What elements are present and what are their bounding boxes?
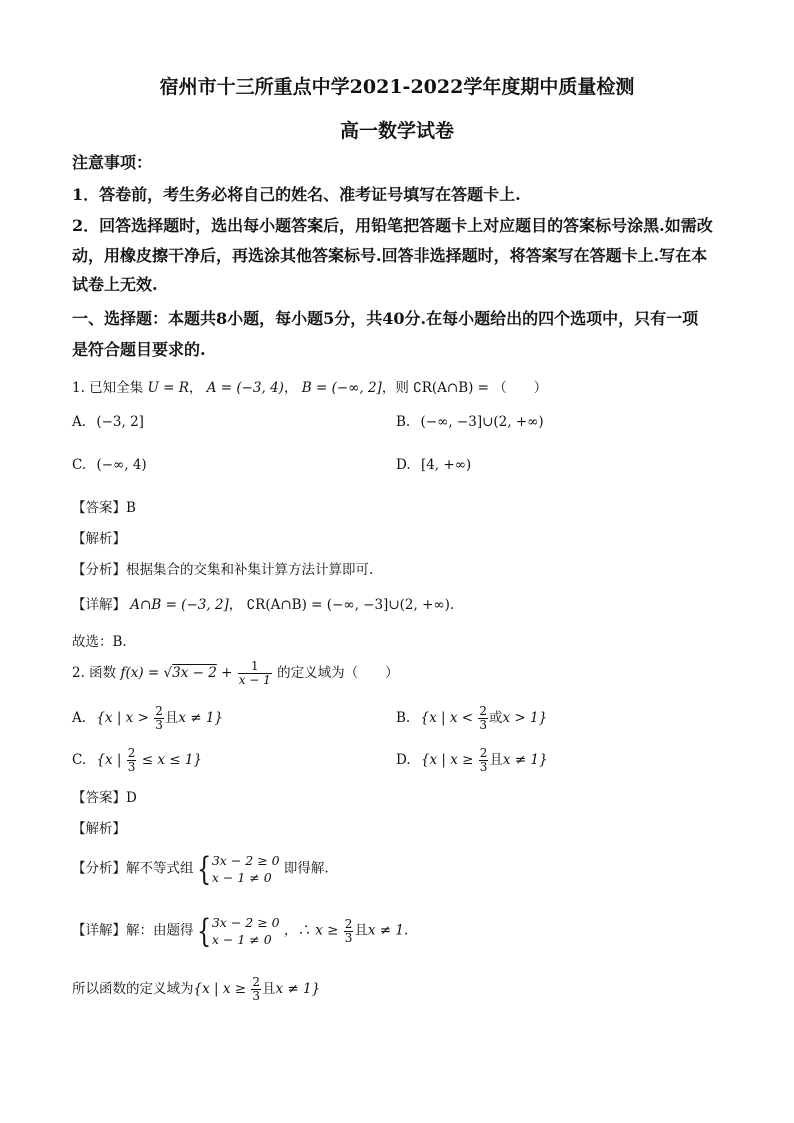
q2-xiangjie-tag: 【详解】 <box>72 922 126 939</box>
q2-option-a-frac-den: 3 <box>155 718 163 732</box>
q2-stem-suffix: 的定义域为（ ） <box>277 665 399 681</box>
q2-xiangjie-pre: 解：由题得 <box>126 922 194 939</box>
q2-xiangjie-system-line-2: x − 1 ≠ 0 <box>211 932 272 947</box>
q2-fenxi-system <box>212 852 280 886</box>
q1-then: ，则 <box>381 380 409 396</box>
q2-fenxi-brace: { <box>196 850 211 888</box>
q1-option-c <box>72 457 147 473</box>
q2-xiangjie-system-line-1: 3x − 2 ≥ 0 <box>211 915 280 930</box>
q2-xiangjie-end: x ≠ 1. <box>367 922 409 939</box>
q2-fraction-num: 1 <box>238 660 272 674</box>
note-item-1: 1．答卷前，考生务必将自己的姓名、准考证号填写在答题卡上. <box>72 185 521 204</box>
q2-option-d-frac <box>479 747 489 774</box>
note-item-2-line-1: 2．回答选择题时，选出每小题答案后，用铅笔把答题卡上对应题目的答案标号涂黑.如需改 <box>72 216 713 235</box>
q2-option-b-text: {x | x < <box>420 710 478 726</box>
q2-option-c-frac-den: 3 <box>127 760 136 774</box>
q1-universal-set: U = R <box>147 380 189 396</box>
q2-option-b-or: 或 <box>489 710 503 726</box>
q1-xiangjie-step-1: A∩B = (−3, 2] <box>130 597 229 613</box>
notes-heading: 注意事项： <box>72 153 153 172</box>
q1-answer-value: B <box>126 500 136 516</box>
q2-xiangjie <box>72 914 408 948</box>
q1-stem: 1. 已知全集 U = R， A = (−3, 4)， B = (−∞, 2]，则 ∁R(A∩B) = （ ） <box>72 380 548 396</box>
q2-option-c-text: {x | <box>96 752 126 768</box>
q2-option-c <box>72 747 202 774</box>
q2-conclusion-frac <box>251 976 261 1003</box>
q2-plus: + <box>216 665 237 681</box>
q2-option-b-frac-num: 2 <box>479 704 487 718</box>
q2-xiangjie-frac-den: 3 <box>344 930 353 945</box>
q2-option-b-frac <box>478 705 488 732</box>
q1-fenxi-text: 根据集合的交集和补集计算方法计算即可. <box>126 562 374 578</box>
q2-option-d-tail: x ≠ 1} <box>502 752 548 768</box>
q2-option-a-text: {x | x > <box>96 710 154 726</box>
q2-conclusion-set-close: x ≠ 1} <box>275 981 321 997</box>
q2-fenxi-tag: 【分析】 <box>72 860 126 877</box>
q1-option-a-text: (−3, 2] <box>96 414 144 430</box>
q1-conclusion: 故选：B. <box>72 634 127 650</box>
q2-stem <box>72 660 399 687</box>
note-item-2-line-2: 动，用橡皮擦干净后，再选涂其他答案标号.回答非选择题时，将答案写在答题卡上.写在本 <box>72 246 708 265</box>
q2-conclusion <box>72 976 320 1003</box>
q2-option-b <box>396 705 547 732</box>
q1-set-a: A = (−3, 4) <box>206 380 284 396</box>
section-heading-line-2: 是符合题目要求的. <box>72 340 206 359</box>
exam-title: 宿州市十三所重点中学2021-2022学年度期中质量检测 <box>159 76 635 98</box>
q2-option-d-frac-num: 2 <box>479 746 488 760</box>
q2-fenxi-system-line-2: x − 1 ≠ 0 <box>211 870 272 885</box>
q1-option-b <box>396 414 544 430</box>
q1-paren: （ ） <box>493 380 548 396</box>
q2-analysis-tag: 【解析】 <box>72 821 126 837</box>
q2-option-c-frac-num: 2 <box>127 746 136 760</box>
q2-xiangjie-frac <box>344 918 354 945</box>
q1-xiangjie-step-2: ∁R(A∩B) = (−∞, −3]∪(2, +∞) <box>246 597 450 613</box>
q2-option-a-label: A. <box>72 710 87 726</box>
q2-option-b-frac-den: 3 <box>479 718 487 732</box>
q1-answer <box>72 496 136 516</box>
q1-expression: ∁R(A∩B) = <box>413 380 489 396</box>
q1-stem-prefix: 1. 已知全集 <box>72 380 144 396</box>
q2-fenxi <box>72 852 329 886</box>
q2-option-a-frac-num: 2 <box>155 704 163 718</box>
q2-option-d-and: 且 <box>489 752 503 768</box>
q1-option-d <box>396 457 471 473</box>
q2-option-b-tail: x > 1} <box>502 710 548 726</box>
q1-xiangjie-tag: 【详解】 <box>72 597 126 613</box>
q2-conclusion-set-open: {x | x ≥ <box>193 981 247 997</box>
q2-conclusion-frac-num: 2 <box>252 975 260 989</box>
q1-option-c-label: C. <box>72 457 87 473</box>
q1-option-d-text: [4, +∞) <box>420 457 472 473</box>
q1-fenxi-tag: 【分析】 <box>72 562 126 578</box>
q2-option-c-label: C. <box>72 752 87 768</box>
q2-fenxi-system-line-1: 3x − 2 ≥ 0 <box>211 853 280 868</box>
q2-fraction <box>238 660 272 687</box>
q1-answer-tag: 【答案】 <box>72 500 126 516</box>
q1-fenxi <box>72 558 373 578</box>
q2-xiangjie-and: 且 <box>354 922 368 939</box>
q2-xiangjie-mid: ，∴ x ≥ <box>283 922 339 939</box>
q2-option-d <box>396 747 548 774</box>
q1-option-a <box>72 414 144 430</box>
q2-answer-value: D <box>126 790 137 806</box>
q2-option-a-frac <box>154 705 164 732</box>
q2-xiangjie-brace: { <box>196 912 211 950</box>
q2-xiangjie-frac-num: 2 <box>344 916 353 931</box>
q2-option-a <box>72 705 223 732</box>
q1-xiangjie: 【详解】 A∩B = (−3, 2]， ∁R(A∩B) = (−∞, −3]∪(2, +∞). <box>72 597 455 613</box>
q2-conclusion-frac-den: 3 <box>252 989 260 1003</box>
q1-option-b-text: (−∞, −3]∪(2, +∞) <box>420 414 544 430</box>
exam-subtitle: 高一数学试卷 <box>339 120 454 142</box>
q2-option-c-tail: ≤ x ≤ 1} <box>137 752 203 768</box>
q1-set-b: B = (−∞, 2] <box>301 380 382 396</box>
q2-option-d-frac-den: 3 <box>479 760 488 774</box>
q1-analysis-tag: 【解析】 <box>72 531 126 547</box>
q2-xiangjie-system <box>212 914 280 948</box>
q1-option-d-label: D. <box>396 457 411 473</box>
q2-sqrt-radicand: 3x − 2 <box>172 665 217 681</box>
q2-fenxi-pre: 解不等式组 <box>126 860 194 877</box>
q1-option-c-text: (−∞, 4) <box>96 457 147 473</box>
q2-conclusion-pre: 所以函数的定义域为 <box>72 981 194 997</box>
q2-fraction-den: x − 1 <box>238 673 271 687</box>
q2-option-b-label: B. <box>396 710 411 726</box>
q2-sqrt-sign: √ <box>163 665 173 681</box>
note-item-2-line-3: 试卷上无效. <box>72 275 158 294</box>
q2-fenxi-post: 即得解. <box>283 860 329 877</box>
q2-option-d-label: D. <box>396 752 411 768</box>
q2-option-c-frac <box>127 747 137 774</box>
q2-option-a-tail: x ≠ 1} <box>178 710 224 726</box>
q2-function: f(x) = <box>120 665 164 681</box>
q1-option-a-label: A. <box>72 414 87 430</box>
section-heading-line-1: 一、选择题：本题共8小题，每小题5分，共40分.在每小题给出的四个选项中，只有一项 <box>72 309 699 328</box>
q2-answer-tag: 【答案】 <box>72 790 126 806</box>
q2-conclusion-and: 且 <box>262 981 276 997</box>
q2-option-a-and: 且 <box>164 710 179 726</box>
q2-option-d-text: {x | x ≥ <box>420 752 478 768</box>
q1-option-b-label: B. <box>396 414 411 430</box>
q2-answer <box>72 786 137 806</box>
q2-stem-prefix: 2. 函数 <box>72 665 117 681</box>
